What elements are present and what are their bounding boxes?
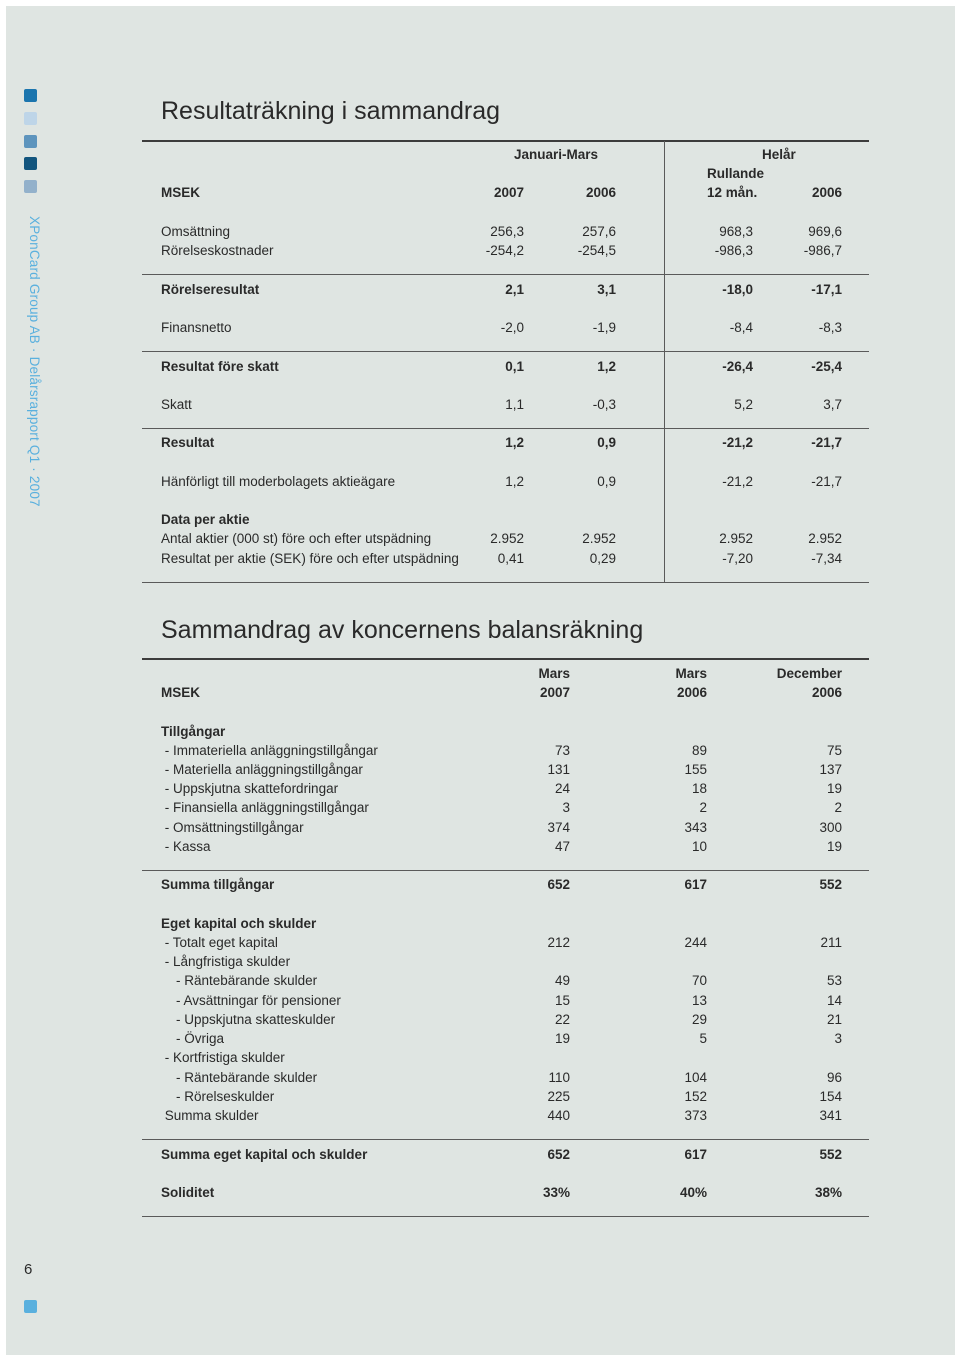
income-row-c3: -986,3 bbox=[714, 243, 753, 258]
balance-row-label: - Rörelseskulder bbox=[161, 1089, 275, 1104]
income-row-c1: 0,1 bbox=[505, 359, 524, 374]
balance-row-c3: 300 bbox=[819, 820, 842, 835]
balance-row-c1: 440 bbox=[547, 1108, 570, 1123]
income-row-c4: 2.952 bbox=[808, 531, 842, 546]
income-row-label: Antal aktier (000 st) före och efter utspädning bbox=[161, 531, 432, 546]
income-row-c2: 257,6 bbox=[582, 224, 616, 239]
balance-row-label: - Övriga bbox=[161, 1031, 225, 1046]
balance-row-c2: 155 bbox=[684, 762, 707, 777]
income-row-label: Finansnetto bbox=[161, 320, 232, 335]
balance-title: Sammandrag av koncernens balansräkning bbox=[161, 616, 644, 644]
income-bottom-rule bbox=[142, 582, 869, 583]
balance-row-c2: 70 bbox=[691, 973, 707, 988]
page-number: 6 bbox=[24, 1261, 33, 1278]
balance-row-c3: 211 bbox=[820, 935, 842, 950]
income-row-c3: 968,3 bbox=[719, 224, 753, 239]
balance-row-label: Summa skulder bbox=[161, 1108, 259, 1123]
balance-header-c1: 2007 bbox=[539, 685, 570, 700]
balance-row-c2: 373 bbox=[684, 1108, 707, 1123]
balance-row-c1: 652 bbox=[547, 1147, 570, 1162]
balance-row-c1: 131 bbox=[547, 762, 570, 777]
balance-row-c3: 552 bbox=[819, 877, 842, 892]
balance-row-c3: 14 bbox=[826, 993, 842, 1008]
balance-header-c2-top: Mars bbox=[675, 666, 707, 681]
income-row-c1: -254,2 bbox=[485, 243, 524, 258]
balance-row-c1: 47 bbox=[554, 839, 570, 854]
decor-square-2 bbox=[24, 112, 37, 125]
balance-row-c1: 22 bbox=[554, 1012, 570, 1027]
income-rule-1 bbox=[142, 274, 869, 275]
balance-row-label: - Räntebärande skulder bbox=[161, 973, 318, 988]
balance-row-c2: 5 bbox=[699, 1031, 707, 1046]
income-row-label: Rörelseresultat bbox=[161, 282, 260, 297]
balance-row-c3: 19 bbox=[826, 781, 842, 796]
income-row-c3: -8,4 bbox=[729, 320, 753, 335]
balance-row-label: - Finansiella anläggningstillgångar bbox=[161, 800, 369, 815]
balance-row-c3: 3 bbox=[834, 1031, 842, 1046]
balance-header-msek: MSEK bbox=[161, 685, 201, 700]
income-row-c4: -8,3 bbox=[818, 320, 842, 335]
balance-row-c1: 652 bbox=[547, 877, 570, 892]
income-row-c1: 1,2 bbox=[505, 435, 524, 450]
footer-square bbox=[24, 1300, 37, 1313]
balance-row-c2: 10 bbox=[691, 839, 707, 854]
balance-row-c1: 33% bbox=[542, 1185, 570, 1200]
balance-row-c1: 110 bbox=[548, 1070, 570, 1085]
balance-row-label: - Kassa bbox=[161, 839, 211, 854]
decor-square-5 bbox=[24, 180, 37, 193]
balance-row-label: Soliditet bbox=[161, 1185, 215, 1200]
income-row-c2: 2.952 bbox=[582, 531, 616, 546]
balance-row-label: - Uppskjutna skatteskulder bbox=[161, 1012, 336, 1027]
income-rule-3 bbox=[142, 428, 869, 429]
balance-row-c2: 617 bbox=[684, 877, 707, 892]
income-header-c1: 2007 bbox=[493, 185, 524, 200]
balance-row-c1: 3 bbox=[562, 800, 570, 815]
balance-row-c1: 15 bbox=[554, 993, 570, 1008]
income-row-c3: -21,2 bbox=[722, 435, 753, 450]
side-label: XPonCard Group AB · Delårsrapport Q1 · 2007 bbox=[27, 216, 42, 507]
income-top-rule bbox=[142, 140, 869, 142]
balance-section-heading: Eget kapital och skulder bbox=[161, 916, 317, 931]
balance-row-c2: 617 bbox=[684, 1147, 707, 1162]
income-row-c3: -26,4 bbox=[722, 359, 753, 374]
income-column-divider bbox=[664, 141, 665, 582]
income-row-c1: 1,2 bbox=[505, 474, 524, 489]
balance-row-c1: 49 bbox=[554, 973, 570, 988]
income-row-c2: -254,5 bbox=[577, 243, 616, 258]
balance-row-c3: 154 bbox=[819, 1089, 842, 1104]
balance-row-c1: 73 bbox=[554, 743, 570, 758]
balance-rule-1 bbox=[142, 870, 869, 871]
balance-row-c3: 19 bbox=[826, 839, 842, 854]
balance-row-label: - Avsättningar för pensioner bbox=[161, 993, 341, 1008]
income-row-c4: -986,7 bbox=[803, 243, 842, 258]
balance-rule-2 bbox=[142, 1139, 869, 1140]
income-title: Resultaträkning i sammandrag bbox=[161, 97, 501, 125]
income-row-c2: 0,9 bbox=[597, 474, 616, 489]
balance-row-c1: 19 bbox=[554, 1031, 570, 1046]
income-row-c3: 2.952 bbox=[719, 531, 753, 546]
balance-row-c1: 212 bbox=[547, 935, 570, 950]
balance-row-label: - Räntebärande skulder bbox=[161, 1070, 318, 1085]
income-header-rullande: Rullande bbox=[707, 166, 765, 181]
balance-row-c1: 225 bbox=[547, 1089, 570, 1104]
income-row-c1: 2.952 bbox=[490, 531, 524, 546]
balance-row-c3: 2 bbox=[834, 800, 842, 815]
balance-row-label: - Omsättningstillgångar bbox=[161, 820, 304, 835]
balance-row-c3: 75 bbox=[826, 743, 842, 758]
income-section-heading: Data per aktie bbox=[161, 512, 250, 527]
balance-header-c2: 2006 bbox=[676, 685, 707, 700]
balance-row-c1: 24 bbox=[554, 781, 570, 796]
income-row-c4: -25,4 bbox=[811, 359, 842, 374]
income-header-c2: 2006 bbox=[585, 185, 616, 200]
balance-bottom-rule bbox=[142, 1216, 869, 1217]
decor-square-4 bbox=[24, 157, 37, 170]
balance-row-label: - Materiella anläggningstillgångar bbox=[161, 762, 363, 777]
income-row-c1: -2,0 bbox=[500, 320, 524, 335]
balance-top-rule bbox=[142, 658, 869, 660]
income-header-msek: MSEK bbox=[161, 185, 201, 200]
income-row-label: Omsättning bbox=[161, 224, 231, 239]
balance-row-c2: 104 bbox=[684, 1070, 707, 1085]
balance-row-label: - Uppskjutna skattefordringar bbox=[161, 781, 339, 796]
income-row-c3: -18,0 bbox=[722, 282, 753, 297]
income-row-c2: 0,29 bbox=[589, 551, 616, 566]
income-row-c3: -21,2 bbox=[722, 474, 753, 489]
income-rule-2 bbox=[142, 351, 869, 352]
balance-row-c2: 18 bbox=[691, 781, 707, 796]
balance-row-label: - Immateriella anläggningstillgångar bbox=[161, 743, 378, 758]
balance-row-c2: 89 bbox=[691, 743, 707, 758]
income-row-c2: 1,2 bbox=[597, 359, 616, 374]
balance-row-c3: 552 bbox=[819, 1147, 842, 1162]
income-row-c4: -7,34 bbox=[811, 551, 842, 566]
income-row-label: Hänförligt till moderbolagets aktieägare bbox=[161, 474, 396, 489]
balance-row-c3: 96 bbox=[826, 1070, 842, 1085]
balance-row-c3: 341 bbox=[819, 1108, 842, 1123]
income-row-c1: 1,1 bbox=[505, 397, 524, 412]
balance-row-label: - Långfristiga skulder bbox=[161, 954, 291, 969]
income-row-c4: -17,1 bbox=[811, 282, 842, 297]
income-row-c2: -0,3 bbox=[592, 397, 616, 412]
balance-row-c3: 53 bbox=[826, 973, 842, 988]
balance-row-c1: 374 bbox=[547, 820, 570, 835]
balance-row-label: - Totalt eget kapital bbox=[161, 935, 278, 950]
income-row-label: Resultat bbox=[161, 435, 215, 450]
income-row-c4: -21,7 bbox=[811, 435, 842, 450]
balance-row-c3: 137 bbox=[819, 762, 842, 777]
balance-row-c2: 29 bbox=[691, 1012, 707, 1027]
decor-square-3 bbox=[24, 135, 37, 148]
income-header-group2: Helår bbox=[762, 147, 796, 162]
income-row-c3: 5,2 bbox=[734, 397, 753, 412]
income-row-c2: 3,1 bbox=[597, 282, 616, 297]
balance-row-c2: 343 bbox=[684, 820, 707, 835]
balance-section-heading: Tillgångar bbox=[161, 724, 226, 739]
income-row-label: Resultat per aktie (SEK) före och efter utspädning bbox=[161, 551, 459, 566]
income-header-c4: 2006 bbox=[811, 185, 842, 200]
income-row-c4: 3,7 bbox=[823, 397, 842, 412]
income-row-label: Resultat före skatt bbox=[161, 359, 279, 374]
balance-row-c2: 13 bbox=[691, 993, 707, 1008]
balance-header-c3-top: December bbox=[776, 666, 842, 681]
income-row-c1: 2,1 bbox=[505, 282, 524, 297]
balance-row-c2: 244 bbox=[684, 935, 707, 950]
income-row-c2: -1,9 bbox=[592, 320, 616, 335]
income-row-c1: 0,41 bbox=[497, 551, 524, 566]
balance-row-c3: 38% bbox=[814, 1185, 842, 1200]
balance-row-c2: 40% bbox=[679, 1185, 707, 1200]
income-row-c2: 0,9 bbox=[597, 435, 616, 450]
income-row-c1: 256,3 bbox=[490, 224, 524, 239]
income-row-c4: -21,7 bbox=[811, 474, 842, 489]
balance-row-c2: 2 bbox=[699, 800, 707, 815]
balance-row-c3: 21 bbox=[826, 1012, 842, 1027]
income-row-label: Skatt bbox=[161, 397, 192, 412]
income-row-c3: -7,20 bbox=[722, 551, 753, 566]
balance-row-label: Summa tillgångar bbox=[161, 877, 275, 892]
income-row-label: Rörelseskostnader bbox=[161, 243, 274, 258]
balance-row-label: - Kortfristiga skulder bbox=[161, 1050, 285, 1065]
balance-row-c2: 152 bbox=[684, 1089, 707, 1104]
balance-row-label: Summa eget kapital och skulder bbox=[161, 1147, 368, 1162]
balance-header-c3: 2006 bbox=[811, 685, 842, 700]
balance-header-c1-top: Mars bbox=[538, 666, 570, 681]
income-header-group1: Januari-Mars bbox=[514, 147, 599, 162]
decor-square-1 bbox=[24, 89, 37, 102]
income-row-c4: 969,6 bbox=[808, 224, 842, 239]
income-header-c3: 12 mån. bbox=[707, 185, 758, 200]
